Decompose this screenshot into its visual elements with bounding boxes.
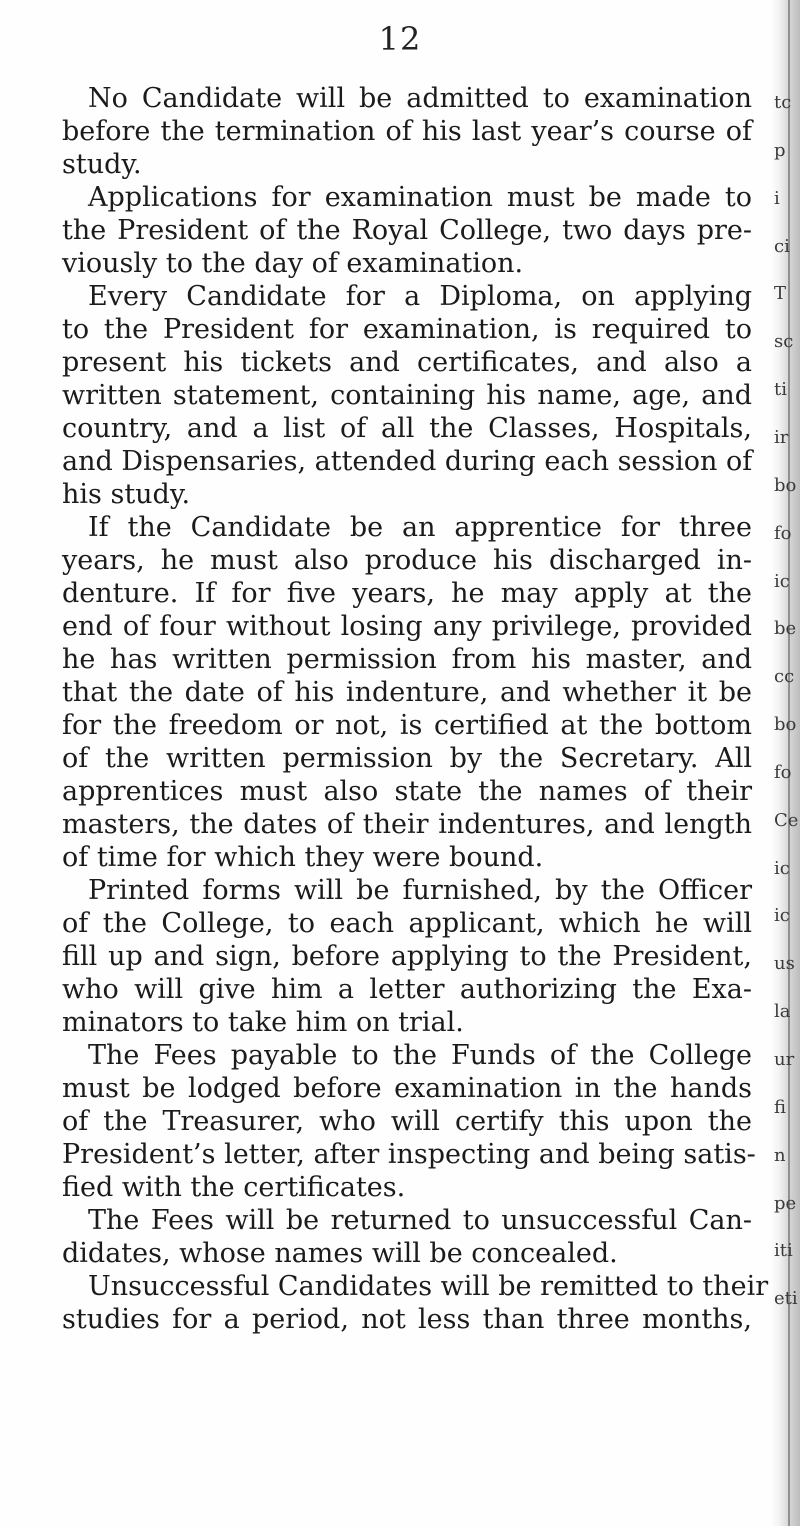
bleed-mark: ti xyxy=(774,379,787,400)
text-line: Every Candidate for a Diploma, on applying xyxy=(88,281,752,312)
text-line: for the freedom or not, is certified at the bottom xyxy=(62,710,752,741)
text-line: apprentices must also state the names of their xyxy=(62,776,752,807)
text-line: written statement, containing his name, age, and xyxy=(62,380,752,411)
bleed-mark: fo xyxy=(774,523,792,544)
text-line: and Dispensaries, attended during each session of xyxy=(62,446,753,477)
bleed-mark: fo xyxy=(774,762,792,783)
bleed-mark: bo xyxy=(774,475,797,496)
bleed-mark: fi xyxy=(774,1097,787,1118)
text-line: Printed forms will be furnished, by the Officer xyxy=(88,875,752,906)
bleed-mark: eti xyxy=(774,1288,798,1309)
text-line: If the Candidate be an apprentice for three xyxy=(88,512,752,543)
text-line: fill up and sign, before applying to the President, xyxy=(62,941,752,972)
bleed-mark: sc xyxy=(774,331,794,352)
bleed-mark: us xyxy=(774,953,795,974)
bleed-mark: p xyxy=(774,140,786,161)
text-line: the President of the Royal College, two days pre- xyxy=(62,215,752,246)
bleed-mark: Ce xyxy=(774,810,799,831)
text-line: denture. If for five years, he may apply at the xyxy=(62,578,752,609)
bleed-mark: ic xyxy=(774,858,790,879)
text-line: that the date of his indenture, and whether it be xyxy=(62,677,752,708)
bleed-mark: ic xyxy=(774,571,790,592)
bleed-mark: ic xyxy=(774,905,790,926)
text-line: before the termination of his last year’s course of xyxy=(62,116,752,147)
bleed-mark: ir xyxy=(774,427,789,448)
bleed-mark: ci xyxy=(774,236,790,257)
text-line: country, and a list of all the Classes, Hospitals, xyxy=(62,413,752,444)
page-number: 12 xyxy=(378,20,422,58)
text-line: must be lodged before examination in the hands xyxy=(62,1073,752,1104)
bleed-mark: i xyxy=(774,188,780,209)
text-line: end of four without losing any privilege, provided xyxy=(62,611,752,642)
text-line: studies for a period, not less than three months, xyxy=(62,1304,752,1335)
text-line: fied with the certificates. xyxy=(62,1172,406,1203)
text-line: of the Treasurer, who will certify this upon the xyxy=(62,1106,752,1137)
bleed-mark: la xyxy=(774,1001,791,1022)
bleed-mark: n xyxy=(774,1145,786,1166)
text-line: of the College, to each applicant, which he will xyxy=(62,908,752,939)
text-line: Unsuccessful Candidates will be remitted to their xyxy=(88,1271,769,1302)
text-line: he has written permission from his master, and xyxy=(62,644,752,675)
body-text xyxy=(62,82,769,1336)
bleed-mark: bo xyxy=(774,714,797,735)
text-line: study. xyxy=(62,149,142,180)
bleed-mark: be xyxy=(774,618,797,639)
text-line: his study. xyxy=(62,479,191,510)
text-line: of time for which they were bound. xyxy=(62,842,544,873)
bleed-mark: ur xyxy=(774,1049,795,1070)
bleed-mark: cc xyxy=(774,666,795,687)
text-line: minators to take him on trial. xyxy=(62,1007,464,1038)
text-line: present his tickets and certificates, and also a xyxy=(62,347,752,378)
text-line: The Fees will be returned to unsuccessful Can- xyxy=(88,1205,752,1236)
bleed-mark: T xyxy=(774,283,787,304)
text-line: Applications for examination must be made to xyxy=(88,182,752,213)
text-line: No Candidate will be admitted to examination xyxy=(88,83,752,114)
bleed-mark: tc xyxy=(774,92,792,113)
text-line: didates, whose names will be concealed. xyxy=(62,1238,618,1269)
text-line: masters, the dates of their indentures, and length xyxy=(62,809,752,840)
text-line: President’s letter, after inspecting and being satis- xyxy=(62,1139,756,1170)
text-line: to the President for examination, is required to xyxy=(62,314,752,345)
bleed-mark: iti xyxy=(774,1240,793,1261)
text-line: of the written permission by the Secretary. All xyxy=(62,743,752,774)
bleed-mark: pe xyxy=(774,1193,797,1214)
text-line: who will give him a letter authorizing the Exa- xyxy=(62,974,752,1005)
text-line: The Fees payable to the Funds of the College xyxy=(88,1040,752,1071)
text-line: years, he must also produce his discharged in- xyxy=(62,545,752,576)
text-line: viously to the day of examination. xyxy=(62,248,524,279)
